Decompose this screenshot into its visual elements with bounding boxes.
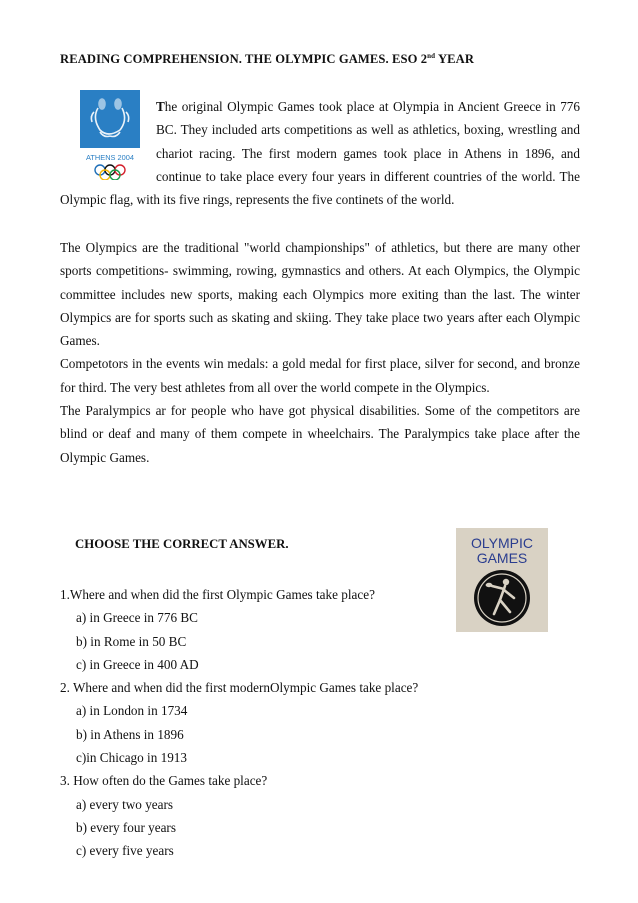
- body-text: [60, 236, 580, 469]
- questions-list: [60, 583, 500, 863]
- paragraph-events: The Olympics are the traditional "world championships" of athletics, but there are many other sports competitions- swimming, rowing, gymnastics and others. At each Olympics, the Olympic committee includes new sports, making each Olympics more exiting than the last. The winter Olympics are for sports such as skating and skiing. They take place two years after each Olympic Games.: [60, 240, 580, 349]
- question-3-option-b: b) every four years: [76, 819, 176, 835]
- olympic-logo-line1: OLYMPIC: [471, 535, 533, 551]
- question-3-option-a: a) every two years: [76, 796, 174, 812]
- athens-logo-caption: ATHENS 2004: [86, 153, 134, 162]
- question-2: 2. Where and when did the first modernOlympic Games take place?: [60, 680, 419, 696]
- question-3-option-c: c) every five years: [76, 843, 174, 859]
- intro-drop-letter: T: [156, 99, 165, 114]
- choose-heading: CHOOSE THE CORRECT ANSWER.: [75, 537, 289, 551]
- question-2-option-a: a) in London in 1734: [76, 703, 188, 719]
- question-2-option-c: c)in Chicago in 1913: [76, 750, 187, 766]
- question-1-option-a: a) in Greece in 776 BC: [76, 610, 198, 626]
- question-2-option-b: b) in Athens in 1896: [76, 726, 184, 742]
- paragraph-paralympics: The Paralympics ar for people who have got physical disabilities. Some of the competitors are blind or deaf and many of them compete in wheelchairs. The Paralympics take place after the Olympic Games.: [60, 403, 580, 465]
- title-superscript: nd: [427, 52, 436, 60]
- olympic-logo-line2: GAMES: [476, 550, 528, 566]
- question-1: 1.Where and when did the first Olympic Games take place?: [60, 587, 375, 602]
- question-3: 3. How often do the Games take place?: [60, 773, 268, 789]
- document-title: READING COMPREHENSION. THE OLYMPIC GAMES. ESO 2nd YEAR: [60, 52, 475, 67]
- question-1-option-c: c) in Greece in 400 AD: [76, 656, 199, 672]
- intro-paragraph: The original Olympic Games took place at Olympia in Ancient Greece in 776 BC. They included arts competitions as well as athletics, boxing, wrestling and chariot racing. The first modern games took place in Athens in 1896, and continue to take place every four years in different countries of the world. The Olympic flag, with its five rings, represents the five continets of the world.: [60, 99, 580, 208]
- question-1-option-b: b) in Rome in 50 BC: [76, 633, 187, 649]
- paragraph-medals: Competotors in the events win medals: a gold medal for first place, silver for second, and bronze for third. The very best athletes from all over the world compete in the Olympics.: [60, 356, 580, 395]
